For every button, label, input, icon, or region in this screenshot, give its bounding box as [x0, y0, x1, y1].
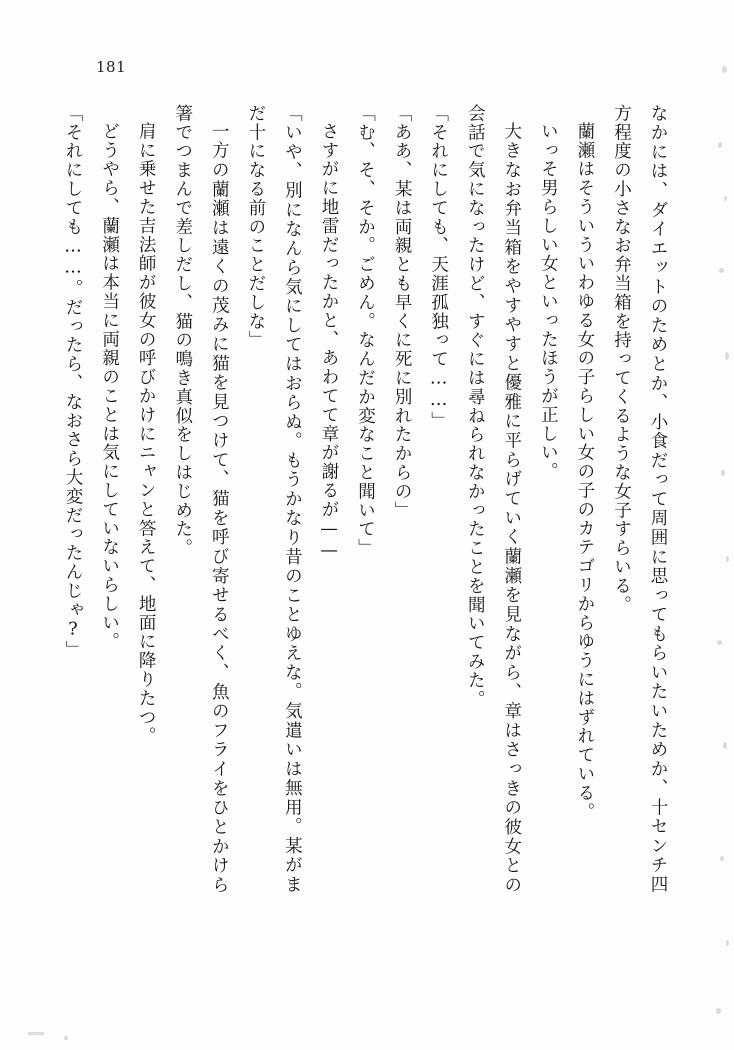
paragraph: 肩に乗せた吉法師が彼女の呼びかけにニャンと答えて、地面に降りたつ。	[136, 121, 157, 746]
paragraph: 「いや、別になんら気にしてはおらぬ。もうかなり昔のことゆえな。気遣いは無用。某がまだ十になる前のことだしな」	[245, 104, 303, 894]
paragraph: なかには、ダイエットのためとか、小食だって周囲に思ってもらいたいためか、十センチ四方程度の小さなお弁当箱を持ってくるような女子すらいる。	[611, 104, 668, 894]
paragraph: 蘭瀬はそういういわゆる女の子らしい女の子のカテゴリからゆうにはずれている。	[574, 121, 595, 821]
scan-artifact	[28, 1032, 44, 1035]
scan-artifact	[717, 640, 722, 645]
scan-artifact	[723, 742, 727, 749]
scan-artifact	[64, 1036, 68, 1040]
scan-artifact	[718, 142, 722, 148]
paragraph: どうやら、蘭瀬は本当に両親のことは気にしていないらしい。	[99, 121, 120, 651]
paragraph: 「それにしても……。だったら、なおさら大変だったんじゃ?」	[63, 104, 83, 660]
scan-artifact	[725, 352, 729, 360]
scan-artifact	[726, 940, 729, 946]
paragraph: 「む、そ、そか。ごめん。なんだか変なこと聞いて」	[355, 104, 376, 558]
paragraph: 「ああ、某は両親とも早くに死に別れたからの」	[392, 104, 413, 520]
paragraph: いっそ男らしい女といったほうが正しい。	[538, 121, 559, 481]
scan-artifact	[716, 1008, 721, 1014]
paragraph: さすがに地雷だったかと、あわてて章が謝るが——	[318, 121, 339, 562]
scan-artifact	[726, 556, 729, 562]
scan-artifact	[722, 66, 727, 73]
paragraph: 「それにしても、天涯孤独って……」	[428, 104, 449, 431]
paragraph: 一方の蘭瀬は遠くの茂みに猫を見つけて、猫を呼び寄せるべく、魚のフライをひとかけら箸でつまんで差しだし、猫の鳴き真似をしはじめた。	[172, 104, 230, 894]
scan-artifact	[719, 268, 724, 273]
scan-artifact	[724, 196, 727, 201]
novel-body-text	[63, 104, 676, 894]
scan-artifact	[720, 856, 724, 861]
paragraph: 大きなお弁当箱をやすやすと優雅に平らげていく蘭瀬を見ながら、章はさっきの彼女との会話で気になったけど、すぐには尋ねられなかったことを聞いてみた。	[465, 104, 522, 894]
page-number: 181	[96, 58, 127, 76]
scan-artifact	[721, 470, 725, 476]
